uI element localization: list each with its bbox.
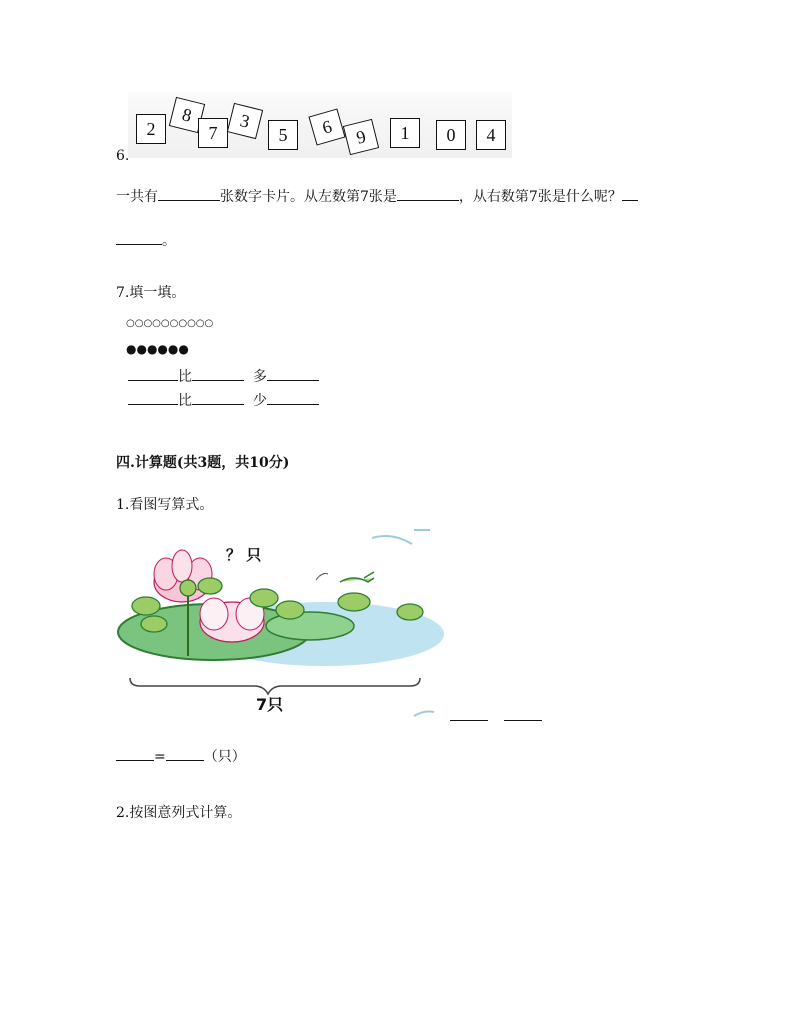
question-count-label: ？ 只 — [226, 546, 262, 564]
answer-blank[interactable] — [166, 748, 204, 761]
sentence-text: ，从右数第7张是什么呢？ — [458, 189, 622, 205]
number-card: 3 — [227, 103, 263, 139]
answer-blank[interactable] — [128, 368, 178, 381]
number-card: 0 — [436, 120, 466, 150]
answer-blank[interactable] — [128, 392, 178, 405]
question-2-title: 2.按图意列式计算。 — [116, 805, 242, 821]
frog-icon — [397, 604, 423, 620]
sentence-text: 张数字卡片。从左数第7张是 — [220, 189, 397, 205]
frog-icon — [250, 589, 278, 607]
number-card: 2 — [136, 114, 166, 144]
compare-word: 比 — [178, 393, 192, 409]
total-count-label: 7只 — [256, 695, 284, 714]
number-card: 1 — [390, 118, 420, 148]
equation-line — [116, 746, 246, 766]
frog-icon — [141, 616, 167, 632]
number-card: 5 — [268, 120, 298, 150]
hollow-dot-row: ○○○○○○○○○○ — [126, 318, 214, 329]
number-card: 8 — [169, 97, 205, 133]
equals-sign: = — [154, 749, 166, 765]
answer-blank[interactable] — [267, 368, 319, 381]
compare-row-less — [128, 390, 319, 410]
answer-blank[interactable] — [192, 392, 244, 405]
number-card: 7 — [198, 118, 228, 148]
answer-blank[interactable] — [622, 188, 638, 201]
answer-blank[interactable] — [397, 188, 459, 201]
sentence-text: 一共有 — [116, 189, 158, 205]
frog-icon — [198, 578, 222, 594]
number-card: 6 — [308, 108, 345, 145]
answer-blank[interactable] — [450, 720, 488, 721]
compare-word: 比 — [178, 369, 192, 385]
compare-word: 少 — [252, 393, 267, 409]
answer-blank[interactable] — [158, 188, 220, 201]
answer-blank[interactable] — [116, 748, 154, 761]
brace-icon — [130, 678, 420, 694]
answer-blank[interactable] — [116, 232, 162, 245]
compare-row-more — [128, 366, 319, 386]
unit-label: （只） — [203, 749, 246, 765]
frog-icon — [338, 593, 370, 611]
question-7-title: 7.填一填。 — [116, 285, 186, 301]
question-number: 6. — [116, 148, 130, 164]
question-6-sentence — [116, 186, 638, 206]
answer-blank[interactable] — [504, 720, 542, 721]
section-heading: 四.计算题(共3题，共10分) — [116, 455, 290, 471]
frog-pond-illustration — [114, 526, 454, 726]
number-card: 9 — [343, 119, 379, 155]
frog-icon — [132, 597, 160, 615]
frog-icon — [276, 601, 304, 619]
question-1-title: 1.看图写算式。 — [116, 497, 214, 513]
answer-blank[interactable] — [267, 392, 319, 405]
sentence-text: 。 — [162, 233, 176, 249]
number-card: 4 — [476, 120, 506, 150]
compare-word: 多 — [252, 369, 267, 385]
frog-icon — [340, 572, 374, 582]
answer-blank[interactable] — [192, 368, 244, 381]
number-card-strip — [128, 92, 512, 158]
solid-dot-row: ●●●●●● — [126, 342, 189, 356]
question-6-sentence-end — [116, 230, 176, 250]
